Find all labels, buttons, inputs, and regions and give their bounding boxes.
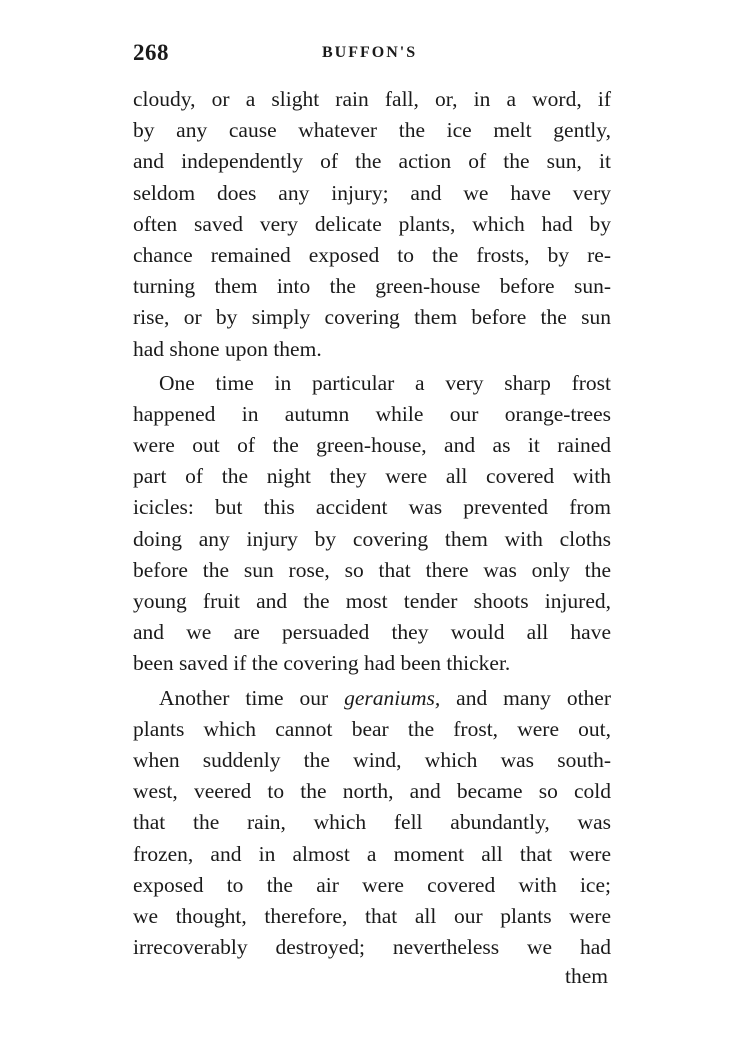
text-line: irrecoverably destroyed; nevertheless we had	[133, 935, 611, 960]
text-line: turning them into the green-house before sun-	[133, 274, 611, 299]
text-line: west, veered to the north, and became so cold	[133, 779, 611, 804]
text-line: One time in particular a very sharp frost	[159, 370, 611, 395]
text-line: were out of the green-house, and as it rained	[133, 433, 611, 458]
text-line: we thought, therefore, that all our plants were	[133, 903, 611, 928]
text-run: and many other	[456, 685, 611, 710]
text-line: happened in autumn while our orange-trees	[133, 401, 611, 426]
text-line: been saved if the covering had been thicker.	[133, 651, 511, 676]
text-line: icicles: but this accident was prevented from	[133, 495, 611, 520]
catchword: them	[565, 964, 608, 988]
text-line: chance remained exposed to the frosts, by re-	[133, 242, 611, 267]
text-line: and independently of the action of the sun, it	[133, 149, 611, 174]
text-line: and we are persuaded they would all have	[133, 620, 611, 645]
text-line: cloudy, or a slight rain fall, or, in a word, if	[133, 87, 611, 111]
italic-text: geraniums,	[344, 685, 441, 710]
text-line: by any cause whatever the ice melt gently,	[133, 118, 611, 143]
text-line: frozen, and in almost a moment all that were	[133, 841, 611, 866]
text-line: part of the night they were all covered with	[133, 464, 611, 489]
page-number: 268	[133, 40, 169, 65]
paragraph-2	[133, 368, 611, 680]
text-line: had shone upon them.	[133, 336, 322, 361]
body-text	[133, 84, 611, 963]
text-line: often saved very delicate plants, which had by	[133, 211, 611, 236]
paragraph-3	[133, 683, 611, 964]
text-line: doing any injury by covering them with cloths	[133, 526, 611, 551]
text-line: young fruit and the most tender shoots injured,	[133, 589, 611, 613]
text-line: seldom does any injury; and we have very	[133, 180, 611, 205]
text-line: exposed to the air were covered with ice;	[133, 872, 611, 897]
text-line: before the sun rose, so that there was only the	[133, 557, 611, 582]
text-run: Another time our	[159, 685, 329, 710]
text-line	[133, 683, 611, 714]
running-head: BUFFON'S	[322, 44, 418, 61]
text-line: when suddenly the wind, which was south-	[133, 747, 611, 772]
text-line: plants which cannot bear the frost, were out,	[133, 716, 611, 741]
text-line: rise, or by simply covering them before the sun	[133, 305, 611, 330]
paragraph-1	[133, 84, 611, 365]
text-line: that the rain, which fell abundantly, was	[133, 810, 611, 835]
